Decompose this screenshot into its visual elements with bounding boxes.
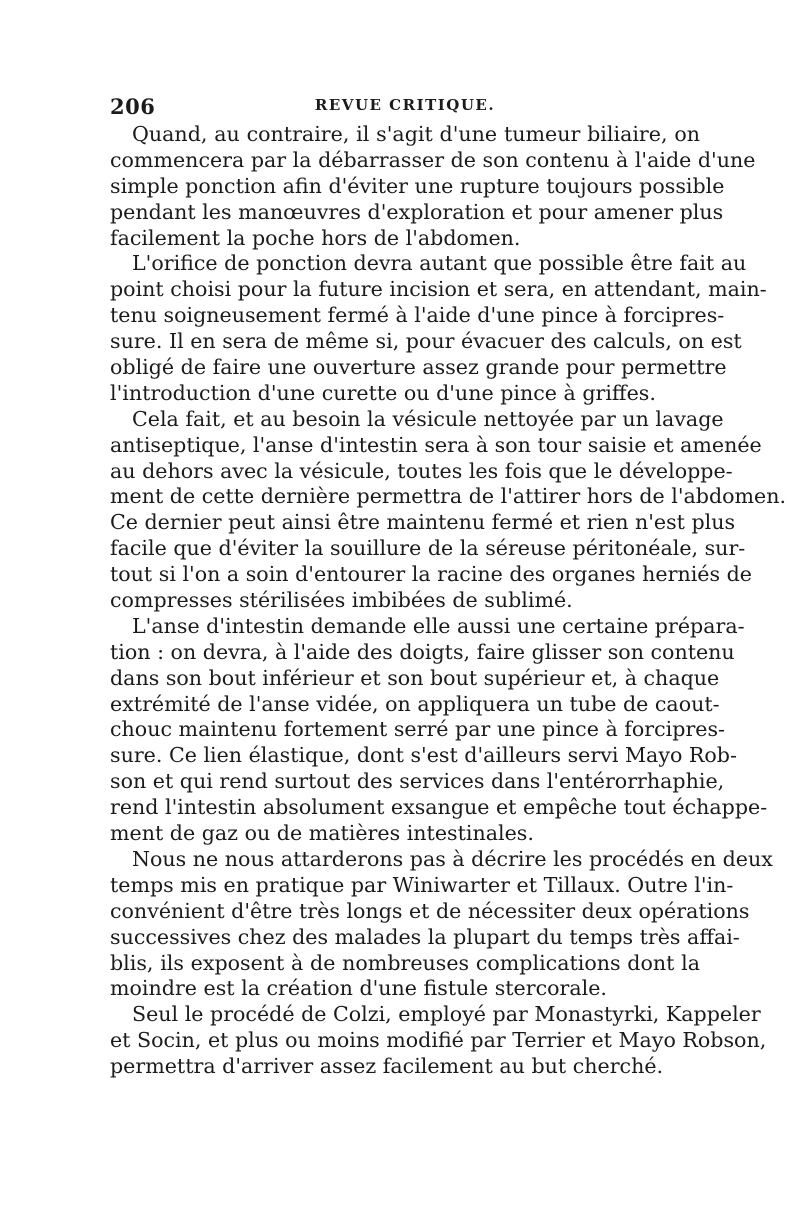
text-line: L'orifice de ponction devra autant que possible être fait au bbox=[132, 251, 747, 276]
paragraph bbox=[110, 122, 756, 251]
running-title: REVUE CRITIQUE. bbox=[314, 96, 496, 114]
text-line: compresses stérilisées imbibées de sublimé. bbox=[110, 588, 573, 613]
text-line: moindre est la création d'une fistule stercorale. bbox=[110, 976, 607, 1001]
text-line: Cela fait, et au besoin la vésicule nettoyée par un lavage bbox=[132, 406, 724, 431]
text-line: successives chez des malades la plupart du temps très affai- bbox=[110, 924, 740, 949]
text-line: ment de cette dernière permettra de l'attirer hors de l'abdomen. bbox=[110, 484, 787, 509]
text-line: convénient d'être très longs et de nécessiter deux opérations bbox=[110, 898, 750, 923]
text-line: temps mis en pratique par Winiwarter et Tillaux. Outre l'in- bbox=[110, 872, 734, 897]
text-line: Ce dernier peut ainsi être maintenu fermé et rien n'est plus bbox=[110, 510, 736, 535]
text-line: extrémité de l'anse vidée, on appliquera un tube de caout- bbox=[110, 691, 720, 716]
text-line: l'introduction d'une curette ou d'une pince à griffes. bbox=[110, 380, 656, 405]
text-line: tenu soigneusement fermé à l'aide d'une pince à forcipres- bbox=[110, 303, 725, 328]
running-head bbox=[110, 92, 700, 122]
text-line: et Socin, et plus ou moins modifié par Terrier et Mayo Robson, bbox=[110, 1028, 767, 1053]
paragraph bbox=[110, 251, 767, 406]
paragraph bbox=[110, 406, 787, 614]
text-line: tion : on devra, à l'aide des doigts, faire glisser son contenu bbox=[110, 639, 735, 664]
text-line: simple ponction afin d'éviter une rupture toujours possible bbox=[110, 173, 725, 198]
text-line: obligé de faire une ouverture assez grande pour permettre bbox=[110, 355, 727, 380]
text-line: facilement la poche hors de l'abdomen. bbox=[110, 225, 521, 250]
text-line: au dehors avec la vésicule, toutes les fois que le développe- bbox=[110, 458, 733, 483]
text-line: point choisi pour la future incision et sera, en attendant, main- bbox=[110, 277, 767, 302]
text-line: Quand, au contraire, il s'agit d'une tumeur biliaire, on bbox=[132, 122, 700, 146]
page-number: 206 bbox=[110, 94, 156, 119]
text-line: chouc maintenu fortement serré par une pince à forcipres- bbox=[110, 717, 725, 742]
book-page bbox=[110, 92, 787, 1080]
text-line: son et qui rend surtout des services dans l'entérorrhaphie, bbox=[110, 769, 725, 794]
text-line: rend l'intestin absolument exsangue et empêche tout échappe- bbox=[110, 795, 768, 820]
paragraph bbox=[110, 613, 768, 847]
text-line: sure. Il en sera de même si, pour évacuer des calculs, on est bbox=[110, 329, 742, 354]
text-line: ment de gaz ou de matières intestinales. bbox=[110, 821, 534, 846]
paragraph bbox=[110, 846, 773, 1002]
text-line: sure. Ce lien élastique, dont s'est d'ailleurs servi Mayo Rob- bbox=[110, 743, 737, 768]
text-line: Nous ne nous attarderons pas à décrire les procédés en deux bbox=[132, 846, 773, 871]
text-line: tout si l'on a soin d'entourer la racine des organes herniés de bbox=[110, 562, 752, 587]
text-line: antiseptique, l'anse d'intestin sera à son tour saisie et amenée bbox=[110, 432, 762, 457]
text-line: blis, ils exposent à de nombreuses complications dont la bbox=[110, 950, 700, 975]
text-line: permettra d'arriver assez facilement au but cherché. bbox=[110, 1054, 664, 1079]
text-line: dans son bout inférieur et son bout supérieur et, à chaque bbox=[110, 665, 720, 690]
text-line: commencera par la débarrasser de son contenu à l'aide d'une bbox=[110, 147, 756, 172]
paragraph bbox=[110, 1002, 767, 1080]
body-text bbox=[110, 122, 787, 1080]
text-line: pendant les manœuvres d'exploration et pour amener plus bbox=[110, 199, 724, 224]
text-line: Seul le procédé de Colzi, employé par Monastyrki, Kappeler bbox=[132, 1002, 761, 1027]
text-line: facile que d'éviter la souillure de la séreuse péritonéale, sur- bbox=[110, 536, 746, 561]
text-line: L'anse d'intestin demande elle aussi une certaine prépara- bbox=[132, 613, 745, 638]
